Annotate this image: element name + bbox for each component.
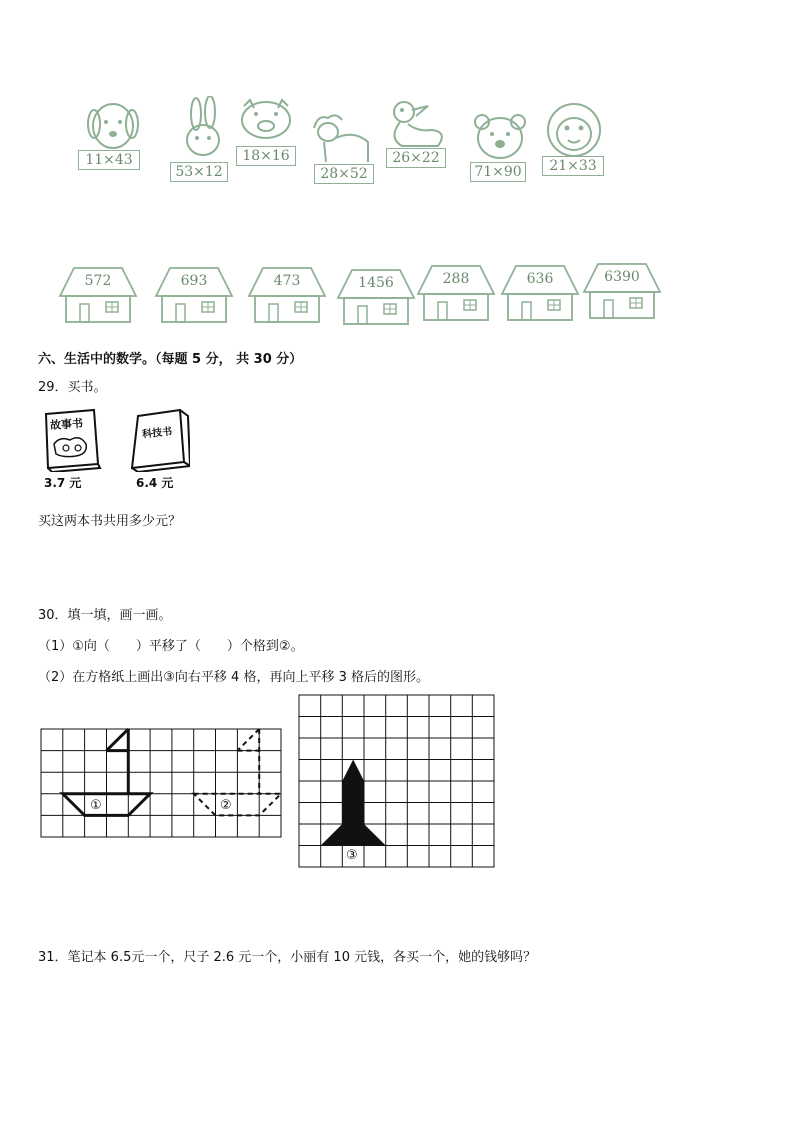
question-30-part-2: （2）在方格纸上画出③向右平移 4 格，再向上平移 3 格后的图形。 <box>38 670 429 685</box>
pig-icon <box>234 96 304 144</box>
house <box>247 266 327 324</box>
monkey-icon <box>540 100 612 162</box>
goat-icon <box>306 108 378 164</box>
dog-icon <box>78 98 148 153</box>
animal-expr: 21×33 <box>542 156 604 176</box>
question-30-part-1: （1）①向（ ）平移了（ ）个格到②。 <box>38 639 304 654</box>
animal-card-goat <box>306 108 378 190</box>
animal-card-monkey <box>540 100 612 185</box>
animal-card-duck <box>382 98 452 173</box>
duck-icon <box>382 98 452 150</box>
animal-expr: 18×16 <box>236 146 296 166</box>
book-cover-title: 科技书 <box>141 426 173 441</box>
question-29-title: 29．买书。 <box>38 380 107 395</box>
animal-card-pig <box>234 96 304 171</box>
house <box>58 266 138 324</box>
science-book-illustration <box>128 408 190 472</box>
house-number: 636 <box>526 271 554 287</box>
shape-label-3: ③ <box>346 848 358 863</box>
question-31: 31．笔记本 6.5元一个，尺子 2.6 元一个，小丽有 10 元钱，各买一个，她的钱够吗？ <box>38 950 537 965</box>
house-number: 1456 <box>358 275 394 291</box>
bear-icon <box>468 110 536 162</box>
house-number: 6390 <box>604 269 640 285</box>
house <box>500 264 580 322</box>
house-number: 572 <box>84 273 112 289</box>
animal-expr: 53×12 <box>170 162 228 182</box>
section-title: 六、生活中的数学。（每题 5 分， 共 30 分） <box>38 352 303 367</box>
question-29-prompt: 买这两本书共用多少元？ <box>38 514 182 529</box>
house <box>416 264 496 322</box>
question-30-title: 30．填一填，画一画。 <box>38 608 172 623</box>
animal-expr: 11×43 <box>78 150 140 170</box>
storybook-illustration <box>40 408 102 472</box>
house-number: 473 <box>273 273 301 289</box>
shape-label-2: ② <box>220 798 232 813</box>
house <box>582 262 662 320</box>
book-icon <box>128 408 190 472</box>
animal-expr: 71×90 <box>470 162 526 182</box>
animal-card-dog <box>78 98 148 173</box>
book-price: 6.4 元 <box>136 476 174 490</box>
animal-expr: 26×22 <box>386 148 446 168</box>
house-number: 288 <box>442 271 470 287</box>
translation-grid-1 <box>40 728 284 840</box>
book-price: 3.7 元 <box>44 476 82 490</box>
house <box>336 268 416 326</box>
animal-card-bear <box>468 110 536 185</box>
animal-card-rabbit <box>168 96 238 186</box>
house <box>154 266 234 324</box>
translation-grid-2 <box>298 694 498 870</box>
shape-label-1: ① <box>90 798 102 813</box>
grid-lines <box>41 729 281 837</box>
house-number: 693 <box>180 273 208 289</box>
animal-expr: 28×52 <box>314 164 374 184</box>
book-cover-title: 故事书 <box>49 416 84 433</box>
rabbit-icon <box>168 96 238 160</box>
